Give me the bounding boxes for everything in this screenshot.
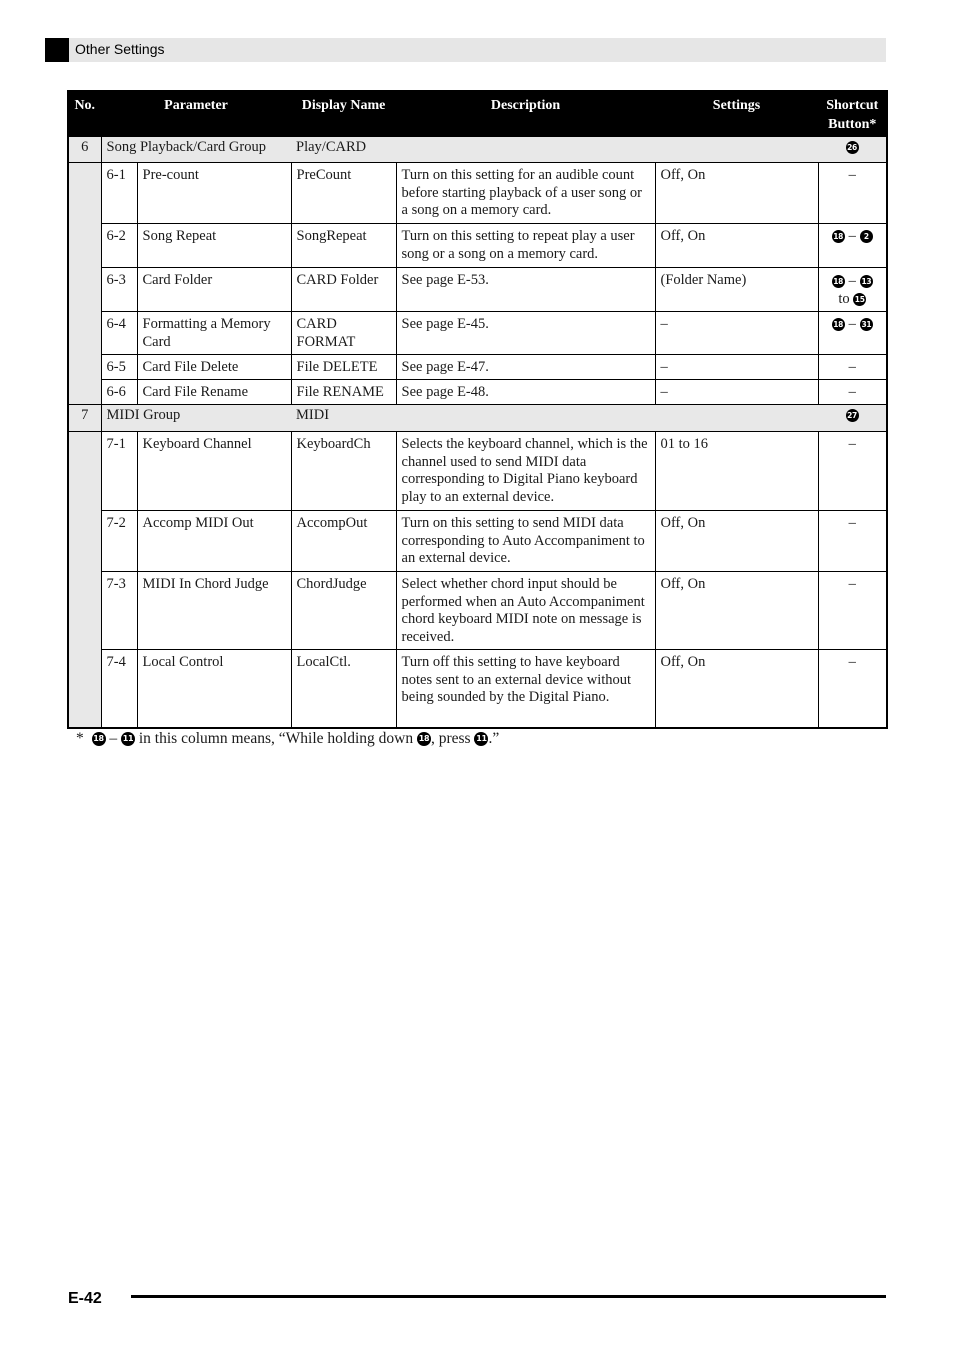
column-header-shortcut: Shortcut Button*	[818, 91, 887, 137]
page-number: E-42	[68, 1290, 102, 1307]
row-display-name: File RENAME	[291, 380, 396, 405]
row-description: See page E-53.	[396, 268, 655, 312]
group-number: 6	[68, 137, 101, 163]
row-shortcut	[818, 224, 887, 268]
footnote-separator: –	[109, 730, 118, 747]
row-description: See page E-48.	[396, 380, 655, 405]
row-display-name: AccompOut	[291, 511, 396, 572]
row-shortcut: –	[818, 511, 887, 572]
row-number: 6-3	[101, 268, 137, 312]
table-row	[68, 432, 887, 511]
table-row	[68, 650, 887, 728]
group-row	[68, 405, 887, 432]
row-parameter: Local Control	[137, 650, 291, 728]
group-indent-cell	[68, 163, 101, 405]
table-row	[68, 572, 887, 650]
row-parameter: Pre-count	[137, 163, 291, 224]
row-settings: Off, On	[655, 650, 818, 728]
column-header-display-name: Display Name	[291, 91, 396, 137]
row-number: 7-2	[101, 511, 137, 572]
row-parameter: MIDI In Chord Judge	[137, 572, 291, 650]
group-shortcut	[818, 137, 887, 163]
table-footnote	[76, 730, 499, 748]
row-settings: –	[655, 355, 818, 380]
column-header-description: Description	[396, 91, 655, 137]
row-number: 7-3	[101, 572, 137, 650]
row-settings: Off, On	[655, 511, 818, 572]
column-header-settings: Settings	[655, 91, 818, 137]
row-settings: –	[655, 380, 818, 405]
row-display-name: SongRepeat	[291, 224, 396, 268]
row-description: Selects the keyboard channel, which is the channel used to send MIDI data corresponding to Digital Piano keyboard play to an external device.	[396, 432, 655, 511]
keyboard-button-icon: 26	[847, 143, 857, 153]
footnote-text: , press	[430, 730, 471, 747]
section-marker-block	[45, 38, 69, 62]
table-row	[68, 224, 887, 268]
footer-rule	[131, 1295, 886, 1298]
row-settings: (Folder Name)	[655, 268, 818, 312]
section-title: Other Settings	[75, 41, 165, 57]
keyboard-button-icon: 13	[861, 277, 872, 287]
row-shortcut	[818, 268, 887, 312]
keyboard-button-icon: 18	[833, 232, 844, 242]
row-display-name: KeyboardCh	[291, 432, 396, 511]
keyboard-button-icon: 11	[121, 732, 135, 746]
keyboard-button-icon: 27	[847, 411, 857, 421]
row-description: Select whether chord input should be performed when an Auto Accompaniment chord keyboard MIDI note on message is received.	[396, 572, 655, 650]
row-shortcut	[818, 312, 887, 355]
group-number: 7	[68, 405, 101, 432]
row-settings: Off, On	[655, 224, 818, 268]
table-row	[68, 312, 887, 355]
keyboard-button-icon: 18	[92, 732, 106, 746]
row-number: 6-2	[101, 224, 137, 268]
row-parameter: Keyboard Channel	[137, 432, 291, 511]
row-description: Turn on this setting to repeat play a user song or a song on a memory card.	[396, 224, 655, 268]
table-header-row	[68, 91, 887, 137]
keyboard-button-icon: 18	[833, 320, 844, 330]
group-row	[68, 137, 887, 163]
group-parameter: MIDI Group	[101, 405, 291, 432]
row-display-name: ChordJudge	[291, 572, 396, 650]
row-description: Turn off this setting to have keyboard notes sent to an external device without being sounded by the Digital Piano.	[396, 650, 655, 728]
group-parameter: Song Playback/Card Group	[101, 137, 291, 163]
row-description: See page E-47.	[396, 355, 655, 380]
column-header-parameter: Parameter	[101, 91, 291, 137]
settings-table	[67, 90, 888, 729]
group-display-name: Play/CARD	[291, 137, 818, 163]
section-header-bar	[45, 38, 886, 62]
row-display-name: PreCount	[291, 163, 396, 224]
row-number: 7-1	[101, 432, 137, 511]
footnote-text: in this column means, “While holding down	[138, 730, 414, 747]
keyboard-button-icon: 2	[860, 230, 873, 243]
shortcut-separator: –	[848, 316, 856, 332]
group-indent-cell	[68, 432, 101, 728]
footnote-text: .”	[488, 730, 500, 747]
row-parameter: Card Folder	[137, 268, 291, 312]
group-shortcut	[818, 405, 887, 432]
keyboard-button-icon: 18	[417, 732, 431, 746]
row-display-name: CARD Folder	[291, 268, 396, 312]
row-shortcut: –	[818, 432, 887, 511]
row-parameter: Accomp MIDI Out	[137, 511, 291, 572]
row-parameter: Song Repeat	[137, 224, 291, 268]
keyboard-button-icon: 31	[861, 320, 872, 330]
table-row	[68, 163, 887, 224]
row-shortcut: –	[818, 650, 887, 728]
shortcut-separator: –	[848, 273, 856, 289]
row-display-name: LocalCtl.	[291, 650, 396, 728]
row-number: 6-1	[101, 163, 137, 224]
row-description: Turn on this setting to send MIDI data corresponding to Auto Accompaniment to an external device.	[396, 511, 655, 572]
row-number: 6-6	[101, 380, 137, 405]
shortcut-separator: –	[848, 228, 856, 244]
row-description: Turn on this setting for an audible count before starting playback of a user song or a song on a memory card.	[396, 163, 655, 224]
row-parameter: Card File Delete	[137, 355, 291, 380]
table-row	[68, 268, 887, 312]
row-display-name: File DELETE	[291, 355, 396, 380]
row-settings: Off, On	[655, 572, 818, 650]
row-parameter: Card File Rename	[137, 380, 291, 405]
column-header-no: No.	[68, 91, 101, 137]
footnote-asterisk: *	[76, 730, 84, 747]
keyboard-button-icon: 11	[474, 732, 488, 746]
table-row	[68, 355, 887, 380]
row-parameter: Formatting a Memory Card	[137, 312, 291, 355]
row-settings: –	[655, 312, 818, 355]
table-row	[68, 511, 887, 572]
row-settings: Off, On	[655, 163, 818, 224]
table-row	[68, 380, 887, 405]
keyboard-button-icon: 15	[854, 295, 865, 305]
row-settings: 01 to 16	[655, 432, 818, 511]
keyboard-button-icon: 18	[833, 277, 844, 287]
row-shortcut: –	[818, 380, 887, 405]
shortcut-range-word: to	[838, 291, 850, 307]
row-number: 7-4	[101, 650, 137, 728]
row-number: 6-4	[101, 312, 137, 355]
row-number: 6-5	[101, 355, 137, 380]
row-description: See page E-45.	[396, 312, 655, 355]
row-shortcut: –	[818, 572, 887, 650]
row-shortcut: –	[818, 163, 887, 224]
group-display-name: MIDI	[291, 405, 818, 432]
row-display-name: CARD FORMAT	[291, 312, 396, 355]
row-shortcut: –	[818, 355, 887, 380]
